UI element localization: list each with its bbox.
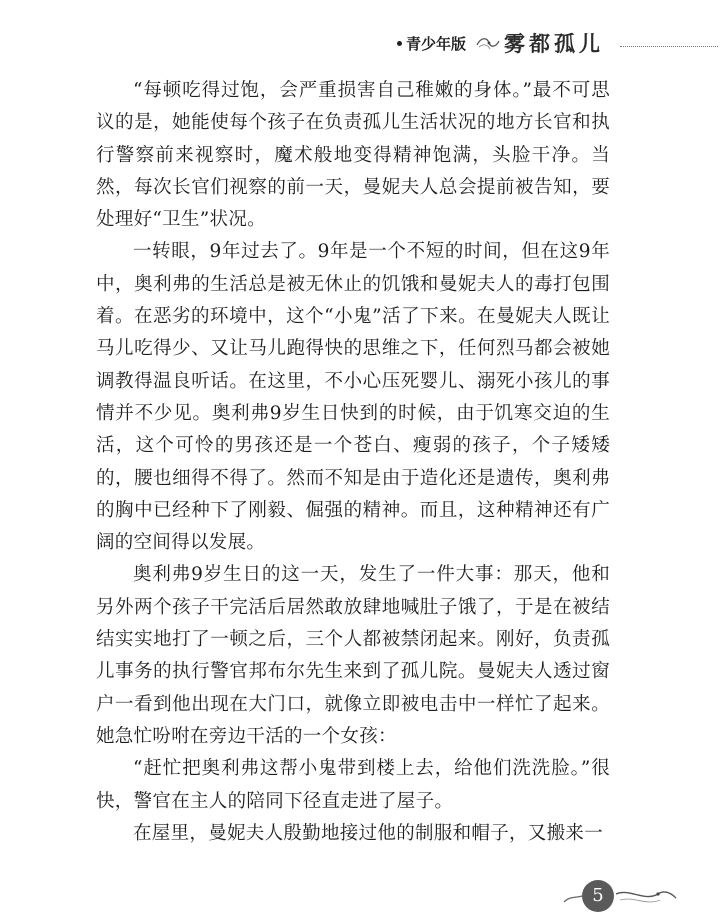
book-title: 雾都孤儿	[504, 31, 604, 56]
running-header	[390, 28, 722, 62]
edition-label: 青少年版	[406, 35, 467, 53]
header-dotted-rule	[620, 46, 718, 47]
flourish-ornament-icon	[476, 35, 500, 51]
bullet-dot	[397, 41, 402, 46]
paragraph: 一转眼，9年过去了。9年是一个不短的时间，但在这9年中，奥利弗的生活总是被无休止的饥饿和曼妮夫人的毒打包围着。在恶劣的环境中，这个“小鬼”活了下来。在曼妮夫人既让马儿吃得少、又让马儿跑得快的思维之下，任何烈马都会被她调教得温良听话。在这里，不小心压死婴儿、溺死小孩儿的事情并不少见。奥利弗9岁生日快到的时候，由于饥寒交迫的生活，这个可怜的男孩还是一个苍白、瘦弱的孩子，个子矮矮的，腰也细得不得了。然而不知是由于造化还是遗传，奥利弗的胸中已经种下了刚毅、倔强的精神。而且，这种精神还有广阔的空间得以发展。	[96, 241, 610, 554]
paragraph: 在屋里，曼妮夫人殷勤地接过他的制服和帽子，又搬来一	[133, 822, 604, 844]
paragraph: 奥利弗9岁生日的这一天，发生了一件大事：那天，他和另外两个孩子干完活后居然敢放肆地喊肚子饿了，于是在被结结实实地打了一顿之后，三个人都被禁闭起来。刚好，负责孤儿事务的执行警官邦布尔先生来到了孤儿院。曼妮夫人透过窗户一看到他出现在大门口，就像立即被电击中一样忙了起来。她急忙吩咐在旁边干活的一个女孩：	[96, 564, 610, 747]
page-body	[96, 75, 610, 850]
footer-flourish-icon	[560, 872, 680, 912]
paragraph: “每顿吃得过饱，会严重损害自己稚嫩的身体。”最不可思议的是，她能使每个孩子在负责孤儿生活状况的地方长官和执行警察前来视察时，魔术般地变得精神饱满，头脸干净。当然，每次长官们视察的前一天，曼妮夫人总会提前被告知，要处理好“卫生”状况。	[96, 80, 610, 231]
page-number: 5	[582, 880, 614, 912]
page-footer	[560, 872, 680, 912]
paragraph: “赶忙把奥利弗这帮小鬼带到楼上去，给他们洗洗脸。”很快，警官在主人的陪同下径直走进了屋子。	[96, 758, 610, 812]
